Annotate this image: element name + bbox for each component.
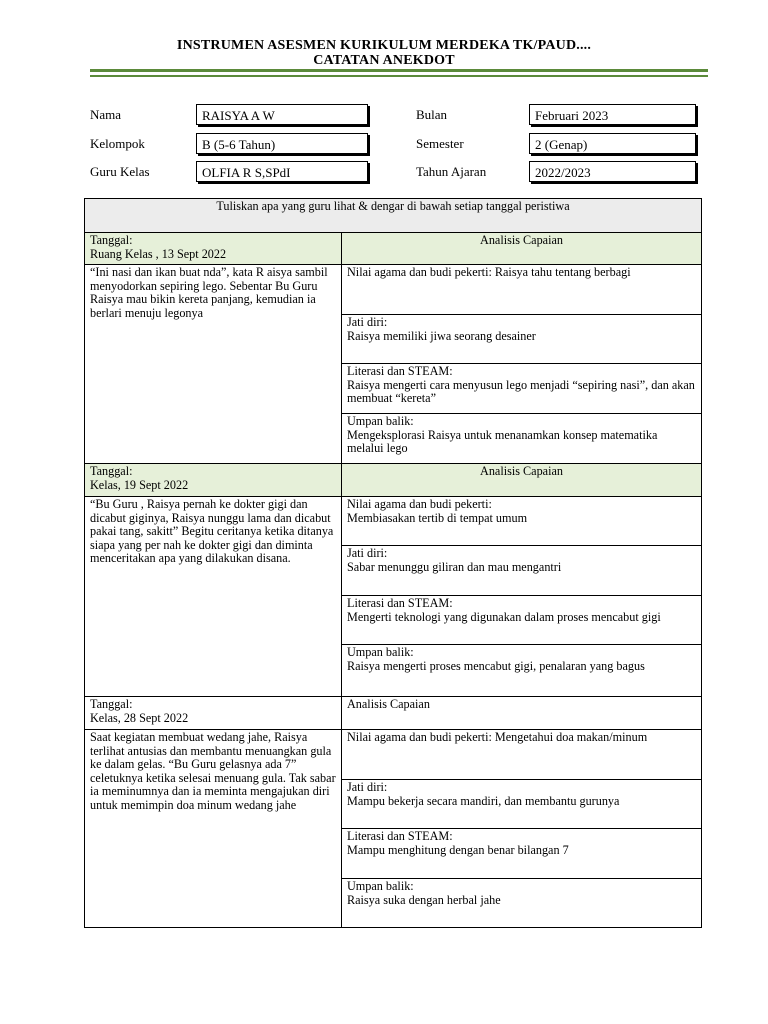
entry-2-nilai: Membiasakan tertib di tempat umum — [347, 510, 528, 525]
entry-3-jati-cell — [342, 780, 702, 829]
entry-1-date-label: Tanggal: — [90, 233, 133, 247]
entry-2-jati-cell — [342, 546, 702, 596]
document-subtitle: CATATAN ANEKDOT — [313, 53, 455, 68]
entry-2-literasi: Mengerti teknologi yang digunakan dalam proses mencabut gigi — [347, 609, 661, 624]
kelompok-field: B (5-6 Tahun) — [196, 133, 368, 154]
semester-field: 2 (Genap) — [529, 133, 696, 154]
entry-2-nilai-cell — [342, 497, 702, 546]
entry-2-literasi-cell — [342, 596, 702, 645]
entry-3-analysis-header: Analisis Capaian — [342, 697, 702, 730]
entry-1-date: Ruang Kelas , 13 Sept 2022 — [90, 246, 227, 261]
tahun-field: 2022/2023 — [529, 161, 696, 182]
entry-3-umpan: Raisya suka dengan herbal jahe — [347, 892, 501, 907]
entry-1-header-row — [85, 233, 702, 265]
entry-1-row-nilai — [85, 265, 702, 315]
entry-3-umpan-label: Umpan balik: — [347, 879, 414, 893]
entry-2-date-cell — [85, 464, 342, 497]
entry-3-date-label: Tanggal: — [90, 697, 133, 711]
entry-2-nilai-label: Nilai agama dan budi pekerti: — [347, 497, 492, 511]
bulan-label: Bulan — [416, 107, 448, 122]
entry-2-umpan-label: Umpan balik: — [347, 645, 414, 659]
title-block — [0, 38, 768, 68]
kelompok-label: Kelompok — [90, 136, 145, 151]
entry-1-jati-label: Jati diri: — [347, 315, 388, 329]
entry-2-jati: Sabar menunggu giliran dan mau mengantri — [347, 559, 562, 574]
entry-3-row-nilai — [85, 730, 702, 780]
nama-field: RAISYA A W — [196, 104, 368, 125]
entry-2-literasi-label: Literasi dan STEAM: — [347, 596, 453, 610]
entry-1-note: “Ini nasi dan ikan buat nda”, kata R aisya sambil menyodorkan sepiring lego. Sebentar Bu Guru Raisya mau bikin kereta panjang, kemudian ia berlari menuju legonya — [85, 265, 342, 464]
entry-3-header-row — [85, 697, 702, 730]
header-rule-top — [90, 69, 708, 72]
entry-2-row-nilai — [85, 497, 702, 546]
entry-1-literasi: Raisya mengerti cara menyusun lego menjadi “sepiring nasi”, dan akan membuat “kereta” — [347, 377, 695, 405]
entry-2-date: Kelas, 19 Sept 2022 — [90, 477, 189, 492]
entry-3-note: Saat kegiatan membuat wedang jahe, Raisya terlihat antusias dan membantu menuangkan gula ke dalam gelas. “Bu Guru gelasnya ada 7” celetuknya ketika selesai menuang gula. Tak sabar ia meminumnya dan ia meminta mengajukan diri untuk memimpin doa minum wedang jahe — [85, 730, 342, 928]
tahun-label: Tahun Ajaran — [416, 164, 487, 179]
entry-1-literasi-label: Literasi dan STEAM: — [347, 364, 453, 378]
header-rule-bottom — [90, 75, 708, 77]
entry-1-jati: Raisya memiliki jiwa seorang desainer — [347, 328, 536, 343]
entry-3-nilai: Nilai agama dan budi pekerti: Mengetahui doa makan/minum — [342, 730, 702, 780]
entry-1-nilai: Nilai agama dan budi pekerti: Raisya tahu tentang berbagi — [342, 265, 702, 315]
entry-2-umpan-cell — [342, 645, 702, 697]
instruction-cell: Tuliskan apa yang guru lihat & dengar di bawah setiap tanggal peristiwa — [85, 199, 702, 233]
entry-3-date: Kelas, 28 Sept 2022 — [90, 710, 189, 725]
entry-3-literasi-label: Literasi dan STEAM: — [347, 829, 453, 843]
bulan-field: Februari 2023 — [529, 104, 696, 125]
entry-3-jati: Mampu bekerja secara mandiri, dan membantu gurunya — [347, 793, 620, 808]
entry-2-umpan: Raisya mengerti proses mencabut gigi, penalaran yang bagus — [347, 658, 645, 673]
entry-3-umpan-cell — [342, 879, 702, 928]
guru-field: OLFIA R S,SPdI — [196, 161, 368, 182]
entry-2-jati-label: Jati diri: — [347, 546, 388, 560]
entry-1-umpan-label: Umpan balik: — [347, 414, 414, 428]
entry-2-header-row — [85, 464, 702, 497]
entry-3-date-cell — [85, 697, 342, 730]
entry-1-umpan: Mengeksplorasi Raisya untuk menanamkan konsep matematika melalui lego — [347, 427, 658, 455]
document-title: INSTRUMEN ASESMEN KURIKULUM MERDEKA TK/PAUD.... — [176, 38, 592, 53]
anecdote-table — [84, 198, 702, 928]
entry-3-literasi: Mampu menghitung dengan benar bilangan 7 — [347, 842, 569, 857]
entry-2-date-label: Tanggal: — [90, 464, 133, 478]
entry-3-jati-label: Jati diri: — [347, 780, 388, 794]
entry-2-note: “Bu Guru , Raisya pernah ke dokter gigi dan dicabut giginya, Raisya nunggu lama dan dicabut pakai tang, sakitt” Begitu ceritanya ketika ditanya siapa yang per nah ke dokter gigi dan diminta menceritakan apa yang dilakukan disana. — [85, 497, 342, 697]
entry-2-analysis-header: Analisis Capaian — [342, 464, 702, 497]
guru-label: Guru Kelas — [90, 164, 150, 179]
semester-label: Semester — [416, 136, 464, 151]
entry-1-jati-cell — [342, 315, 702, 364]
entry-1-analysis-header: Analisis Capaian — [342, 233, 702, 265]
nama-label: Nama — [90, 107, 122, 122]
entry-1-date-cell — [85, 233, 342, 265]
entry-3-literasi-cell — [342, 829, 702, 879]
entry-1-umpan-cell — [342, 414, 702, 464]
entry-1-literasi-cell — [342, 364, 702, 414]
